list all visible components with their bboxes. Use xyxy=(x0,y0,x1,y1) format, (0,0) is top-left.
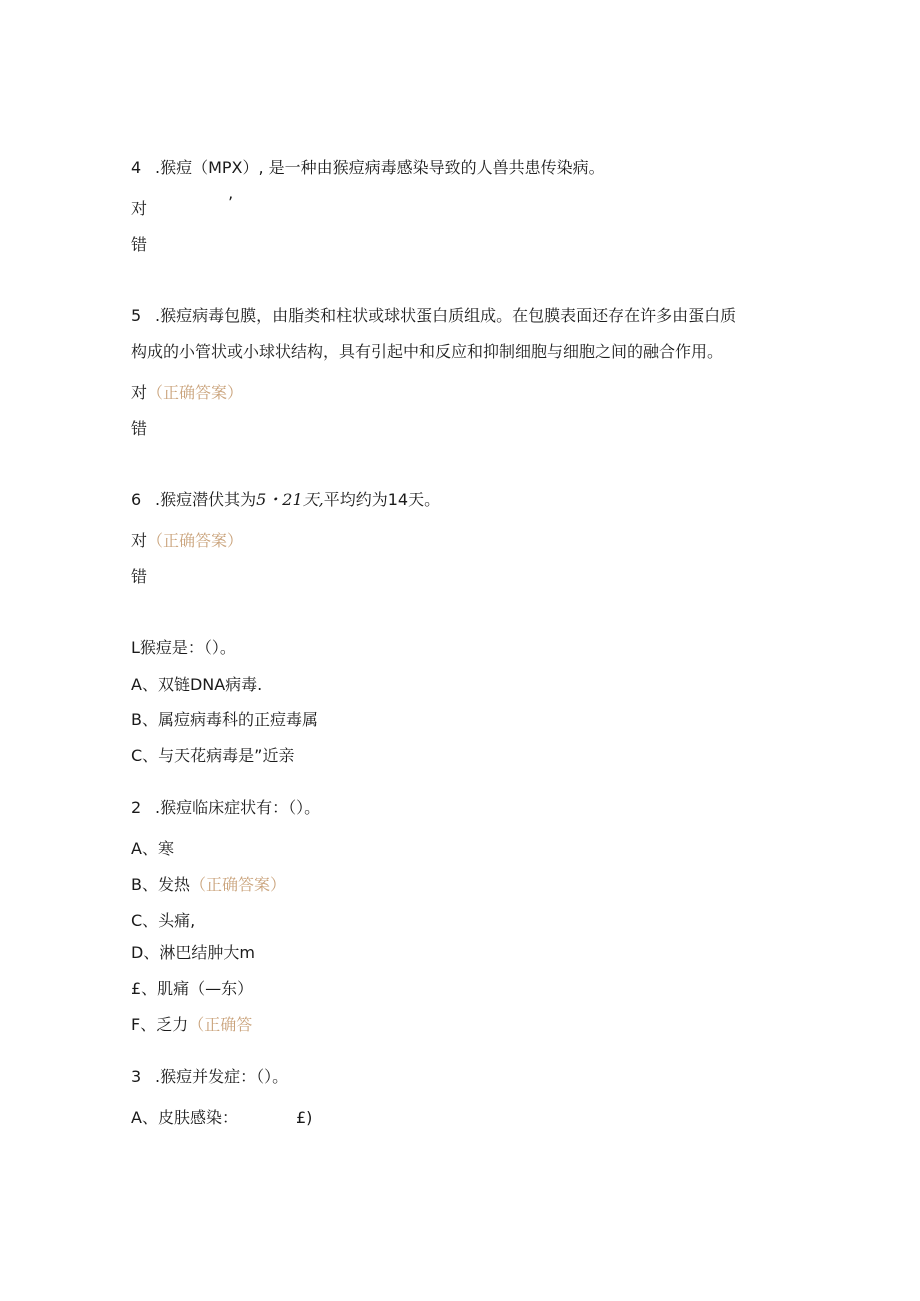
question-number: 6 xyxy=(131,490,142,509)
option-false[interactable]: 错 xyxy=(131,235,148,254)
question-number: 5 xyxy=(131,306,142,325)
option-d[interactable]: D、淋巴结肿大m xyxy=(131,943,255,962)
mc-question-3 xyxy=(131,1066,288,1088)
question-stem: L猴痘是：（）。 xyxy=(131,638,236,657)
question-stem: .猴痘并发症：（）。 xyxy=(155,1067,289,1086)
option-b[interactable]: B、发热（正确答案） xyxy=(131,875,286,894)
option-false[interactable]: 错 xyxy=(131,567,148,586)
stray-mark: ’ xyxy=(228,193,234,212)
option-a[interactable]: A、双链DNA病毒. xyxy=(131,675,263,694)
option-c[interactable]: C、头痛, xyxy=(131,911,196,930)
question-5 xyxy=(131,305,736,327)
option-true[interactable]: 对（正确答案） xyxy=(131,531,244,550)
correct-answer-tag: （正确答 xyxy=(188,1015,253,1034)
correct-answer-tag: （正确答案） xyxy=(189,875,286,894)
question-number: 2 xyxy=(131,798,142,817)
question-text-line1: .猴痘病毒包膜，由脂类和柱状或球状蛋白质组成。在包膜表面还存在许多由蛋白质 xyxy=(155,306,737,325)
option-a[interactable]: A、皮肤感染： xyxy=(131,1108,238,1127)
option-true[interactable]: 对 xyxy=(131,199,148,218)
mc-question-2 xyxy=(131,797,320,819)
question-number: 3 xyxy=(131,1067,142,1086)
stray-mark: £) xyxy=(296,1108,313,1127)
mc-question-1 xyxy=(131,637,236,659)
question-number: 4 xyxy=(131,158,142,177)
option-true[interactable]: 对（正确答案） xyxy=(131,383,244,402)
correct-answer-tag: （正确答案） xyxy=(147,531,244,550)
option-false[interactable]: 错 xyxy=(131,419,148,438)
option-f[interactable]: F、乏力（正确答 xyxy=(131,1015,253,1034)
option-c[interactable]: C、与天花病毒是”近亲 xyxy=(131,746,295,765)
question-text: .猴痘（MPX）, 是一种由猴痘病毒感染导致的人兽共患传染病。 xyxy=(155,158,605,177)
question-5-line2 xyxy=(131,341,723,363)
option-a[interactable]: A、寒 xyxy=(131,839,174,858)
question-6: 6 .猴痘潜伏其为5・21天,平均约为14天。 xyxy=(131,490,441,509)
option-b[interactable]: B、属痘病毒科的正痘毒属 xyxy=(131,710,318,729)
question-text-line2: 构成的小管状或小球状结构，具有引起中和反应和抑制细胞与细胞之间的融合作用。 xyxy=(131,342,724,361)
question-stem: .猴痘临床症状有：（）。 xyxy=(155,798,321,817)
option-e[interactable]: £、肌痛（—东） xyxy=(131,979,254,998)
correct-answer-tag: （正确答案） xyxy=(147,383,244,402)
question-4 xyxy=(131,157,605,179)
